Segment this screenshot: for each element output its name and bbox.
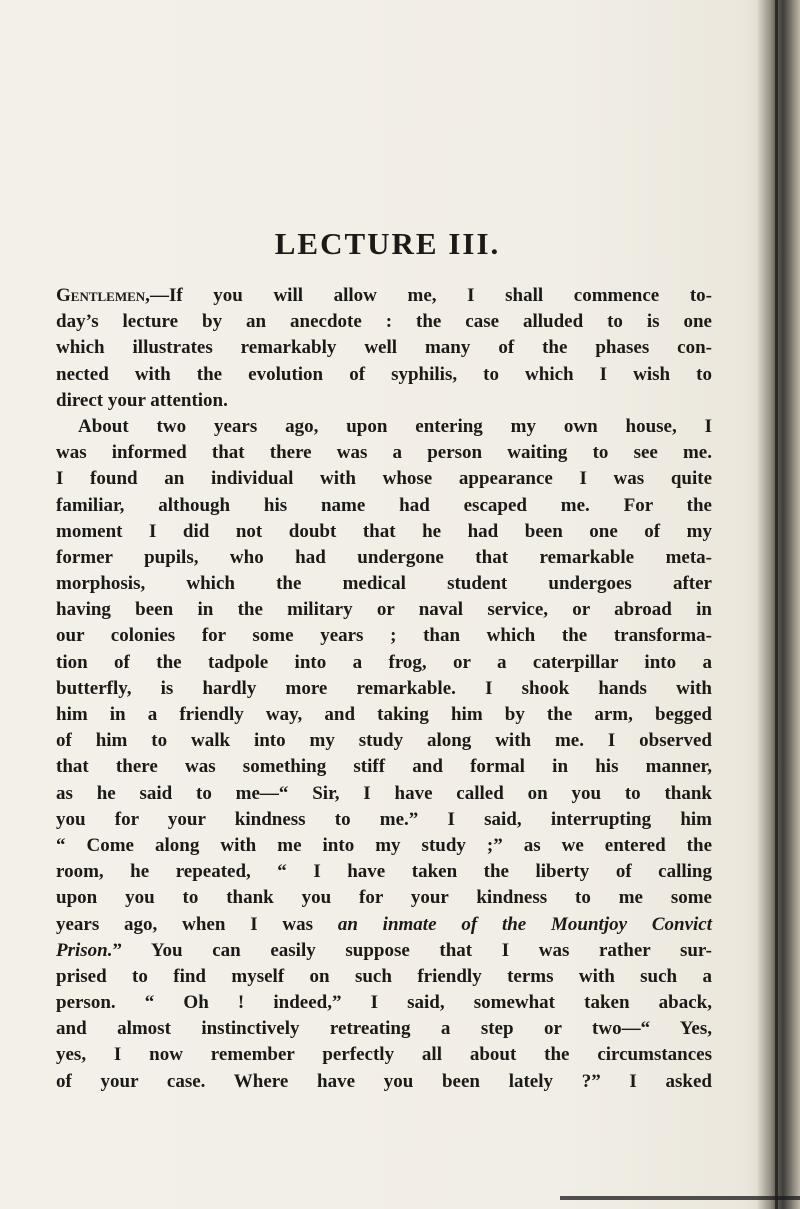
text-line: “ Come along with me into my study ;” as we entered the <box>56 834 712 856</box>
text-line: which illustrates remarkably well many of the phases con- <box>56 337 712 359</box>
text-line: I found an individual with whose appearance I was quite <box>56 468 712 490</box>
italic-phrase: an inmate of the Mountjoy Convict <box>337 913 712 935</box>
body-text <box>56 283 712 1095</box>
text-line: years ago, when I was an inmate of the Mountjoy Convict <box>56 913 712 935</box>
text-line: room, he repeated, “ I have taken the liberty of calling <box>56 861 712 883</box>
lecture-heading: LECTURE III. <box>274 226 501 261</box>
text-line: and almost instinctively retreating a step or two—“ Yes, <box>56 1018 712 1040</box>
salutation: Gentlemen, <box>56 285 150 306</box>
text-line: former pupils, who had undergone that remarkable meta- <box>56 546 712 568</box>
book-binding-shadow <box>758 0 800 1209</box>
text-line: as he said to me—“ Sir, I have called on you to thank <box>56 782 712 804</box>
text-line: Prison.” You can easily suppose that I was rather sur- <box>56 939 712 961</box>
text-line: having been in the military or naval service, or abroad in <box>56 599 712 621</box>
text-line: our colonies for some years ; than which the transforma- <box>56 625 712 647</box>
italic-phrase: Prison. <box>56 939 113 961</box>
text-line: you for your kindness to me.” I said, interrupting him <box>56 808 712 830</box>
text-line: butterfly, is hardly more remarkable. I shook hands with <box>56 677 712 699</box>
text-line: person. “ Oh ! indeed,” I said, somewhat taken aback, <box>56 992 712 1014</box>
text-line: direct your attention. <box>56 389 228 411</box>
text-line: day’s lecture by an anecdote : the case alluded to is one <box>56 311 712 333</box>
text-line: upon you to thank you for your kindness to me some <box>56 887 712 909</box>
text-line: morphosis, which the medical student undergoes after <box>56 573 712 595</box>
text-line: of your case. Where have you been lately ?” I asked <box>56 1070 712 1092</box>
text-line: yes, I now remember perfectly all about the circumstances <box>56 1044 712 1066</box>
text-line: moment I did not doubt that he had been one of my <box>56 520 712 542</box>
text-line: him in a friendly way, and taking him by the arm, begged <box>56 704 712 725</box>
text-line: Gentlemen,—If you will allow me, I shall commence to- <box>56 285 712 306</box>
text-line: familiar, although his name had escaped me. For the <box>56 494 712 516</box>
paragraph <box>56 414 712 1095</box>
text-line: was informed that there was a person waiting to see me. <box>56 442 712 464</box>
text-line: About two years ago, upon entering my own house, I <box>78 415 712 437</box>
text-line: nected with the evolution of syphilis, to which I wish to <box>56 363 712 385</box>
text-line: prised to find myself on such friendly terms with such a <box>56 965 712 987</box>
page-edge-rule <box>560 1196 800 1200</box>
binding-edge-line <box>775 0 778 1209</box>
text-line: tion of the tadpole into a frog, or a caterpillar into a <box>56 651 712 673</box>
paragraph <box>56 283 712 414</box>
text-line: that there was something stiff and formal in his manner, <box>56 756 712 778</box>
text-line: of him to walk into my study along with me. I observed <box>56 730 712 752</box>
